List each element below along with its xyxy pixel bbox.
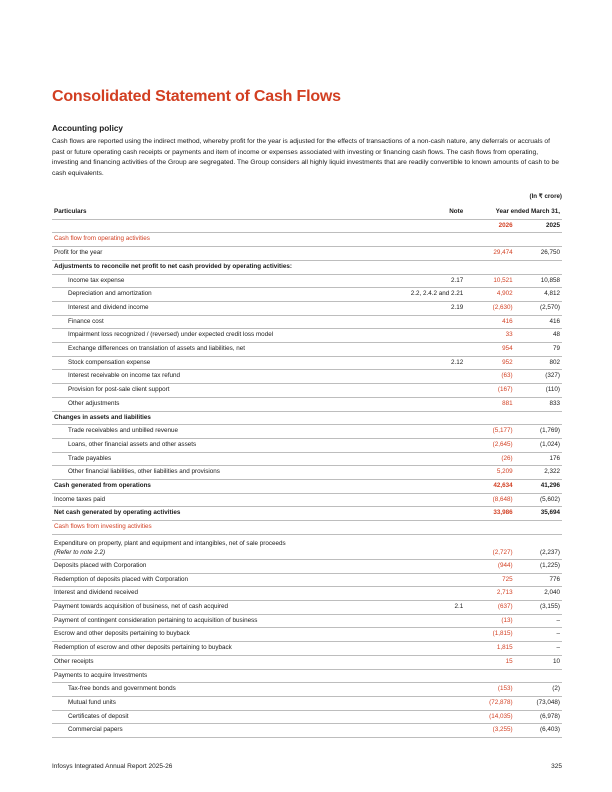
row-label bbox=[52, 600, 391, 614]
row-value-current: 33,986 bbox=[467, 507, 514, 521]
row-label bbox=[52, 696, 391, 710]
table-row bbox=[52, 600, 562, 614]
row-label-text: Provision for post-sale client support bbox=[68, 386, 170, 394]
row-note bbox=[391, 315, 467, 329]
row-label bbox=[52, 288, 391, 302]
row-label-text: Cash flows from investing activities bbox=[54, 523, 152, 531]
row-value-current: 4,902 bbox=[467, 288, 514, 302]
row-note bbox=[391, 466, 467, 480]
row-note bbox=[391, 480, 467, 494]
row-note bbox=[391, 260, 467, 274]
row-label bbox=[52, 438, 391, 452]
row-value-current bbox=[467, 521, 514, 535]
row-label-text: Cash flow from operating activities bbox=[54, 235, 150, 243]
year-current: 2026 bbox=[467, 219, 514, 233]
row-label bbox=[52, 466, 391, 480]
row-label-text: Income tax expense bbox=[68, 276, 125, 284]
row-note bbox=[391, 452, 467, 466]
row-value-previous: 48 bbox=[515, 329, 562, 343]
row-note bbox=[391, 614, 467, 628]
table-row bbox=[52, 411, 562, 425]
row-note bbox=[391, 411, 467, 425]
row-value-current: (5,177) bbox=[467, 425, 514, 439]
row-label-text: Exchange differences on translation of assets and liabilities, net bbox=[68, 345, 246, 353]
row-value-previous: 176 bbox=[515, 452, 562, 466]
row-value-current bbox=[467, 233, 514, 247]
row-label bbox=[52, 614, 391, 628]
row-label bbox=[52, 573, 391, 587]
row-label-text: Other financial liabilities, other liabilities and provisions bbox=[68, 468, 220, 476]
row-note bbox=[391, 521, 467, 535]
row-value-previous: (3,155) bbox=[515, 600, 562, 614]
row-note bbox=[391, 384, 467, 398]
row-label bbox=[52, 642, 391, 656]
table-row bbox=[52, 233, 562, 247]
row-value-previous: 2,040 bbox=[515, 587, 562, 601]
row-label-text: Payments to acquire Investments bbox=[54, 671, 148, 679]
row-label-text: Escrow and other deposits pertaining to buyback bbox=[54, 630, 190, 638]
table-row bbox=[52, 288, 562, 302]
table-row bbox=[52, 480, 562, 494]
row-value-current: 881 bbox=[467, 397, 514, 411]
row-value-previous: 776 bbox=[515, 573, 562, 587]
row-value-current: 33 bbox=[467, 329, 514, 343]
year-row-spacer bbox=[52, 219, 391, 233]
row-value-previous: 833 bbox=[515, 397, 562, 411]
row-value-current: 5,209 bbox=[467, 466, 514, 480]
row-label-text: Tax-free bonds and government bonds bbox=[68, 685, 176, 693]
table-row bbox=[52, 710, 562, 724]
row-note bbox=[391, 642, 467, 656]
row-value-previous: 41,296 bbox=[515, 480, 562, 494]
year-row-spacer-note bbox=[391, 219, 467, 233]
row-value-current: (14,035) bbox=[467, 710, 514, 724]
row-value-previous: (2,570) bbox=[515, 301, 562, 315]
row-value-current: (2,630) bbox=[467, 301, 514, 315]
row-note: 2.12 bbox=[391, 356, 467, 370]
row-value-current: (8,648) bbox=[467, 493, 514, 507]
row-label bbox=[52, 628, 391, 642]
row-note bbox=[391, 425, 467, 439]
row-value-previous: 4,812 bbox=[515, 288, 562, 302]
row-value-current: 725 bbox=[467, 573, 514, 587]
row-value-previous: (327) bbox=[515, 370, 562, 384]
row-value-current: (3,255) bbox=[467, 724, 514, 738]
table-row bbox=[52, 724, 562, 738]
row-label-text: Other adjustments bbox=[68, 399, 120, 407]
row-value-previous: – bbox=[515, 614, 562, 628]
row-value-previous: (1,225) bbox=[515, 559, 562, 573]
row-value-previous bbox=[515, 233, 562, 247]
row-value-previous: 79 bbox=[515, 343, 562, 357]
row-value-previous: 10,858 bbox=[515, 274, 562, 288]
row-value-previous: 2,322 bbox=[515, 466, 562, 480]
row-label bbox=[52, 480, 391, 494]
row-note bbox=[391, 683, 467, 697]
table-row bbox=[52, 559, 562, 573]
row-value-previous: (2,237) bbox=[515, 534, 562, 559]
table-row bbox=[52, 260, 562, 274]
row-note bbox=[391, 587, 467, 601]
row-note bbox=[391, 247, 467, 261]
policy-text: Cash flows are reported using the indirect method, whereby profit for the year is adjusted for the effects of transactions of a non-cash nature, any deferrals or accruals of past or future operating cash receipts or payments and item of income or expenses associated with investing or financing cash flows. The cash flows from operating, investing and financing activities of the Group are segregated. The Group considers all highly liquid investments that are readily convertible to known amounts of cash to be cash equivalents. bbox=[52, 138, 559, 177]
row-label-text: Interest receivable on income tax refund bbox=[68, 372, 181, 380]
row-label-text: Trade receivables and unbilled revenue bbox=[68, 427, 179, 435]
row-label bbox=[52, 587, 391, 601]
col-particulars: Particulars bbox=[52, 206, 391, 219]
row-value-current: (72,878) bbox=[467, 696, 514, 710]
row-note bbox=[391, 370, 467, 384]
row-label bbox=[52, 260, 391, 274]
row-value-current: (153) bbox=[467, 683, 514, 697]
footer-report-name: Infosys Integrated Annual Report 2025-26 bbox=[52, 763, 173, 770]
row-note: 2.2, 2.4.2 and 2.21 bbox=[391, 288, 467, 302]
row-label-text: Profit for the year bbox=[54, 249, 103, 257]
row-value-previous bbox=[515, 669, 562, 683]
row-value-current bbox=[467, 411, 514, 425]
row-label-text: Interest and dividend income bbox=[68, 303, 149, 311]
page-title: Consolidated Statement of Cash Flows bbox=[52, 88, 341, 105]
table-row bbox=[52, 247, 562, 261]
row-label-text: Depreciation and amortization bbox=[68, 290, 152, 298]
table-row bbox=[52, 655, 562, 669]
row-value-previous: (5,602) bbox=[515, 493, 562, 507]
row-value-current: 416 bbox=[467, 315, 514, 329]
year-previous: 2025 bbox=[515, 219, 562, 233]
row-label bbox=[52, 329, 391, 343]
row-label-text: Payment of contingent consideration pertaining to acquisition of business bbox=[54, 616, 258, 624]
row-value-previous bbox=[515, 521, 562, 535]
row-value-current: (167) bbox=[467, 384, 514, 398]
row-note: 2.1 bbox=[391, 600, 467, 614]
row-value-previous: – bbox=[515, 642, 562, 656]
table-row bbox=[52, 573, 562, 587]
table-row bbox=[52, 301, 562, 315]
row-note bbox=[391, 493, 467, 507]
row-value-previous: (2) bbox=[515, 683, 562, 697]
row-label bbox=[52, 425, 391, 439]
table-row bbox=[52, 466, 562, 480]
row-label bbox=[52, 669, 391, 683]
row-value-previous: (73,048) bbox=[515, 696, 562, 710]
row-label-text: Expenditure on property, plant and equipment and intangibles, net of sale proceeds bbox=[54, 539, 286, 547]
table-row bbox=[52, 329, 562, 343]
row-label bbox=[52, 343, 391, 357]
row-value-previous bbox=[515, 411, 562, 425]
table-year-row bbox=[52, 219, 562, 233]
row-note: 2.17 bbox=[391, 274, 467, 288]
table-row bbox=[52, 628, 562, 642]
row-label bbox=[52, 301, 391, 315]
table-row bbox=[52, 521, 562, 535]
table-row bbox=[52, 438, 562, 452]
col-year: Year ended March 31, bbox=[467, 206, 562, 219]
row-label bbox=[52, 233, 391, 247]
row-label bbox=[52, 724, 391, 738]
row-label bbox=[52, 247, 391, 261]
row-value-current bbox=[467, 669, 514, 683]
row-value-current: (637) bbox=[467, 600, 514, 614]
cash-flow-table bbox=[52, 206, 562, 738]
row-label-text: Impairment loss recognized / (reversed) under expected credit loss model bbox=[68, 331, 274, 339]
row-value-previous: 10 bbox=[515, 655, 562, 669]
row-value-current: 15 bbox=[467, 655, 514, 669]
row-value-current: (2,645) bbox=[467, 438, 514, 452]
row-value-previous: 35,694 bbox=[515, 507, 562, 521]
table-row bbox=[52, 642, 562, 656]
table-body bbox=[52, 233, 562, 738]
row-note bbox=[391, 329, 467, 343]
row-value-previous: (110) bbox=[515, 384, 562, 398]
page-number: 325 bbox=[551, 763, 562, 770]
row-label-text: Changes in assets and liabilities bbox=[54, 413, 151, 421]
unit-label: (In ₹ crore) bbox=[529, 193, 562, 200]
row-value-current: (13) bbox=[467, 614, 514, 628]
row-note bbox=[391, 233, 467, 247]
row-note bbox=[391, 724, 467, 738]
table-row bbox=[52, 356, 562, 370]
row-value-current: (63) bbox=[467, 370, 514, 384]
row-value-current: (26) bbox=[467, 452, 514, 466]
row-label bbox=[52, 521, 391, 535]
row-label-text: Loans, other financial assets and other assets bbox=[68, 440, 197, 448]
row-value-previous: (6,978) bbox=[515, 710, 562, 724]
row-value-current: 29,474 bbox=[467, 247, 514, 261]
row-label-text: Interest and dividend received bbox=[54, 589, 139, 597]
row-note bbox=[391, 696, 467, 710]
row-label bbox=[52, 397, 391, 411]
table-row bbox=[52, 669, 562, 683]
table-row bbox=[52, 587, 562, 601]
row-value-previous: (1,024) bbox=[515, 438, 562, 452]
row-value-current: (2,727) bbox=[467, 534, 514, 559]
table-row bbox=[52, 534, 562, 559]
row-value-current bbox=[467, 260, 514, 274]
row-value-previous: – bbox=[515, 628, 562, 642]
row-label bbox=[52, 683, 391, 697]
row-label bbox=[52, 315, 391, 329]
row-value-current: 1,815 bbox=[467, 642, 514, 656]
row-label bbox=[52, 559, 391, 573]
row-value-current: (1,815) bbox=[467, 628, 514, 642]
row-label-text: Certificates of deposit bbox=[68, 712, 129, 720]
row-value-current: 10,521 bbox=[467, 274, 514, 288]
row-note bbox=[391, 438, 467, 452]
row-note bbox=[391, 669, 467, 683]
row-label-text: Finance cost bbox=[68, 317, 104, 325]
table-row bbox=[52, 425, 562, 439]
row-note: 2.19 bbox=[391, 301, 467, 315]
row-label bbox=[52, 452, 391, 466]
row-value-previous bbox=[515, 260, 562, 274]
row-label bbox=[52, 370, 391, 384]
row-value-current: 2,713 bbox=[467, 587, 514, 601]
row-label bbox=[52, 655, 391, 669]
row-value-current: 42,634 bbox=[467, 480, 514, 494]
row-value-previous: 26,750 bbox=[515, 247, 562, 261]
table-row bbox=[52, 696, 562, 710]
row-label-text: Cash generated from operations bbox=[54, 482, 151, 490]
table-row bbox=[52, 397, 562, 411]
row-label bbox=[52, 356, 391, 370]
table-row bbox=[52, 614, 562, 628]
row-note bbox=[391, 507, 467, 521]
row-label-text: Payment towards acquisition of business, net of cash acquired bbox=[54, 602, 228, 610]
row-label bbox=[52, 507, 391, 521]
row-note bbox=[391, 534, 467, 559]
row-value-previous: (6,403) bbox=[515, 724, 562, 738]
row-label-text: Adjustments to reconcile net profit to net cash provided by operating activities: bbox=[54, 262, 292, 270]
row-label-text: Mutual fund units bbox=[68, 698, 116, 706]
row-note bbox=[391, 559, 467, 573]
table-header-row bbox=[52, 206, 562, 219]
table-row bbox=[52, 384, 562, 398]
row-note bbox=[391, 343, 467, 357]
row-label bbox=[52, 411, 391, 425]
table-row bbox=[52, 315, 562, 329]
row-label-text: Income taxes paid bbox=[54, 495, 106, 503]
row-value-previous: (1,769) bbox=[515, 425, 562, 439]
table-row bbox=[52, 507, 562, 521]
table-row bbox=[52, 343, 562, 357]
table-row bbox=[52, 493, 562, 507]
row-label bbox=[52, 534, 391, 559]
row-label bbox=[52, 493, 391, 507]
row-label-text: Redemption of escrow and other deposits pertaining to buyback bbox=[54, 644, 232, 652]
table-row bbox=[52, 683, 562, 697]
row-note bbox=[391, 710, 467, 724]
row-value-current: (944) bbox=[467, 559, 514, 573]
row-label-text: Redemption of deposits placed with Corporation bbox=[54, 575, 189, 583]
row-label-text: Net cash generated by operating activities bbox=[54, 509, 181, 517]
col-note: Note bbox=[391, 206, 467, 219]
row-value-previous: 802 bbox=[515, 356, 562, 370]
row-sublabel: (Refer to note 2.2) bbox=[54, 548, 106, 556]
row-label bbox=[52, 710, 391, 724]
policy-heading: Accounting policy bbox=[52, 124, 123, 133]
row-note bbox=[391, 397, 467, 411]
row-label-text: Trade payables bbox=[68, 454, 112, 462]
row-label bbox=[52, 274, 391, 288]
row-label-text: Deposits placed with Corporation bbox=[54, 561, 147, 569]
row-note bbox=[391, 628, 467, 642]
row-label-text: Commercial papers bbox=[68, 726, 123, 734]
table-row bbox=[52, 452, 562, 466]
row-value-current: 952 bbox=[467, 356, 514, 370]
row-note bbox=[391, 655, 467, 669]
table-row bbox=[52, 370, 562, 384]
row-label bbox=[52, 384, 391, 398]
row-note bbox=[391, 573, 467, 587]
row-value-previous: 416 bbox=[515, 315, 562, 329]
row-value-current: 954 bbox=[467, 343, 514, 357]
table-row bbox=[52, 274, 562, 288]
row-label-text: Stock compensation expense bbox=[68, 358, 151, 366]
row-label-text: Other receipts bbox=[54, 657, 94, 665]
